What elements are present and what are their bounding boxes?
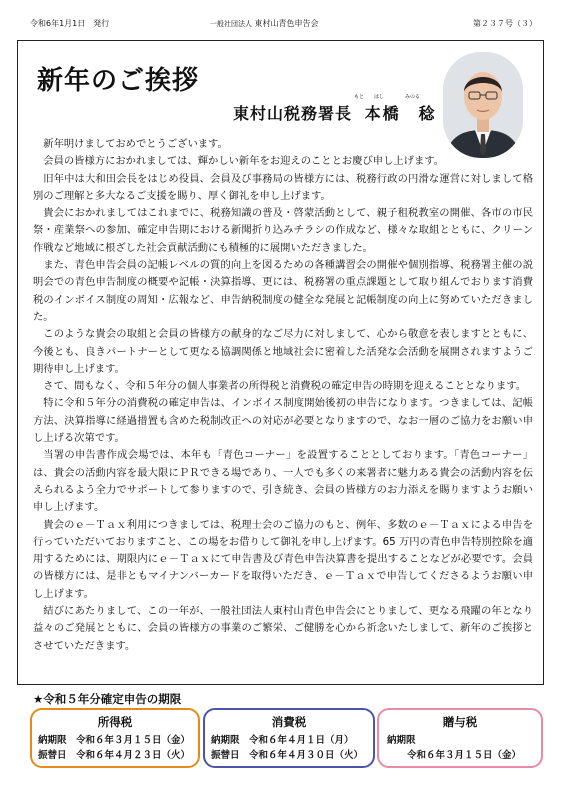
paragraph: 旧年中は大和田会長をはじめ役員、会員及び事務局の皆様方には、税務行政の円滑な運営に対しまして格別のご理解と多大なるご支援を賜り、厚く御礼を申し上げます。	[33, 172, 533, 202]
author-line	[233, 101, 437, 124]
ruby-minoru: みのる	[405, 94, 421, 100]
deadline-line: 令和６年３月１５日（金）	[407, 750, 522, 761]
paragraph: さて、間もなく、令和５年分の個人事業者の所得税と消費税の確定申告の時期を迎えることとなります。	[43, 380, 527, 393]
deadline-line: 振替日 令和６年４月３０日（火）	[211, 750, 364, 761]
page-header	[0, 0, 565, 30]
deadline-heading: ★令和５年分確定申告の期限	[33, 692, 182, 706]
deadline-box-gift-tax	[377, 708, 543, 768]
publisher-type: 一般社団法人	[210, 20, 252, 28]
paragraph: 新年明けましておめでとうございます。	[43, 138, 228, 150]
deadline-box-income-tax	[30, 708, 200, 768]
article-title: 新年のご挨拶	[37, 66, 200, 96]
author-title: 東村山税務署長	[233, 104, 353, 123]
ruby-moto: もと	[354, 94, 365, 100]
paragraph: 結びにあたりまして、この一年が、一般社団法人東村山青色申告会にとりまして、更なる飛躍の年となり益々のご発展とともに、会員の皆様方の事業のご繁栄、ご健勝を心から祈念いたしまして、新年のご挨拶とさせていただきます。	[33, 605, 533, 652]
paragraph: このような貴会の取組と会員の皆様方の献身的なご尽力に対しまして、心から敬意を表しますとともに、今後とも、良きパートナーとして更なる協調関係と地域社会に密着した活発な会活動を展開されますようご期待申し上げます。	[33, 328, 533, 375]
paragraph: また、青色申告会員の記帳レベルの質的向上を図るための各種講習会の開催や個別指導、税務署主催の説明会での青色申告制度の概要や記帳・決算指導、更には、税務署の重点課題として取り組んでおります消費税のインボイス制度の周知・広報など、申告納税制度の健全な発展と記帳制度の向上に努めていただきました。	[33, 259, 533, 323]
paragraph: 会員の皆様方におかれましては、輝かしい新年をお迎えのこととお慶び申し上げます。	[43, 155, 445, 168]
deadline-line: 納期限	[387, 735, 416, 746]
publisher	[210, 18, 319, 29]
deadline-name: 所得税	[97, 715, 133, 729]
issue-date: 令和6年1月1日 発行	[30, 19, 110, 28]
paragraph: 貴会のｅ－Ｔａｘ利用につきましては、税理士会のご協力のもと、例年、多数のｅ－Ｔａｘによる申告を行っていただいておりますこと、この場をお借りして御礼を申し上げます。65 万円の青色申告特別控除を適用するためには、期限内にｅ－Ｔａｘにて申告書及び青色申告決算書を提出することなどが必要です。会員の皆様方には、是非ともマイナンバーカードを取得いただき、ｅ－Ｔａｘで申告してくださるようお願い申し上げます。	[33, 518, 533, 600]
article-body	[33, 136, 533, 655]
deadline-name: 消費税	[271, 715, 307, 729]
deadline-line: 納期限 令和６年４月１日（月）	[211, 735, 354, 746]
ruby-hashi: はし	[374, 94, 385, 100]
author-name: 本橋 稔	[364, 104, 437, 123]
deadline-name: 贈与税	[442, 715, 478, 729]
paragraph: 特に令和５年分の消費税の確定申告は、インボイス制度開始後初の申告になります。つきましては、記帳方法、決算指導に経過措置も含めた税制改正への対応が必要となりますので、なお一層のご協力をお願い申し上げる次第です。	[33, 397, 533, 445]
issue-number: 第２３７号（３）	[473, 19, 537, 28]
paragraph: 貴会におかれましてはこれまでに、税務知識の普及・啓蒙活動として、親子租税教室の開催、各市の市民祭・産業祭への参加、確定申告期における新聞折り込みチラシの作成など、様々な取組とともに、クリーン作戦など地域に根ざした社会貢献活動にも積極的に展開いただきました。	[33, 207, 533, 254]
deadline-box-consumption-tax	[203, 708, 375, 768]
deadline-line: 納期限 令和６年３月１５日（金）	[38, 735, 191, 746]
paragraph: 当署の申告書作成会場では、本年も「青色コーナー」を設置することとしております。「青色コーナー」は、貴会の活動内容を最大限にＰＲできる場であり、一人でも多くの来署者に魅力ある貴会の活動内容を伝えられるよう全力でサポートして参りますので、引き続き、会員の皆様方のお力添えを賜りますようお願い申し上げます。	[33, 449, 533, 514]
deadline-line: 振替日 令和６年４月２３日（火）	[38, 750, 191, 761]
publisher-name: 東村山青色申告会	[254, 19, 319, 28]
